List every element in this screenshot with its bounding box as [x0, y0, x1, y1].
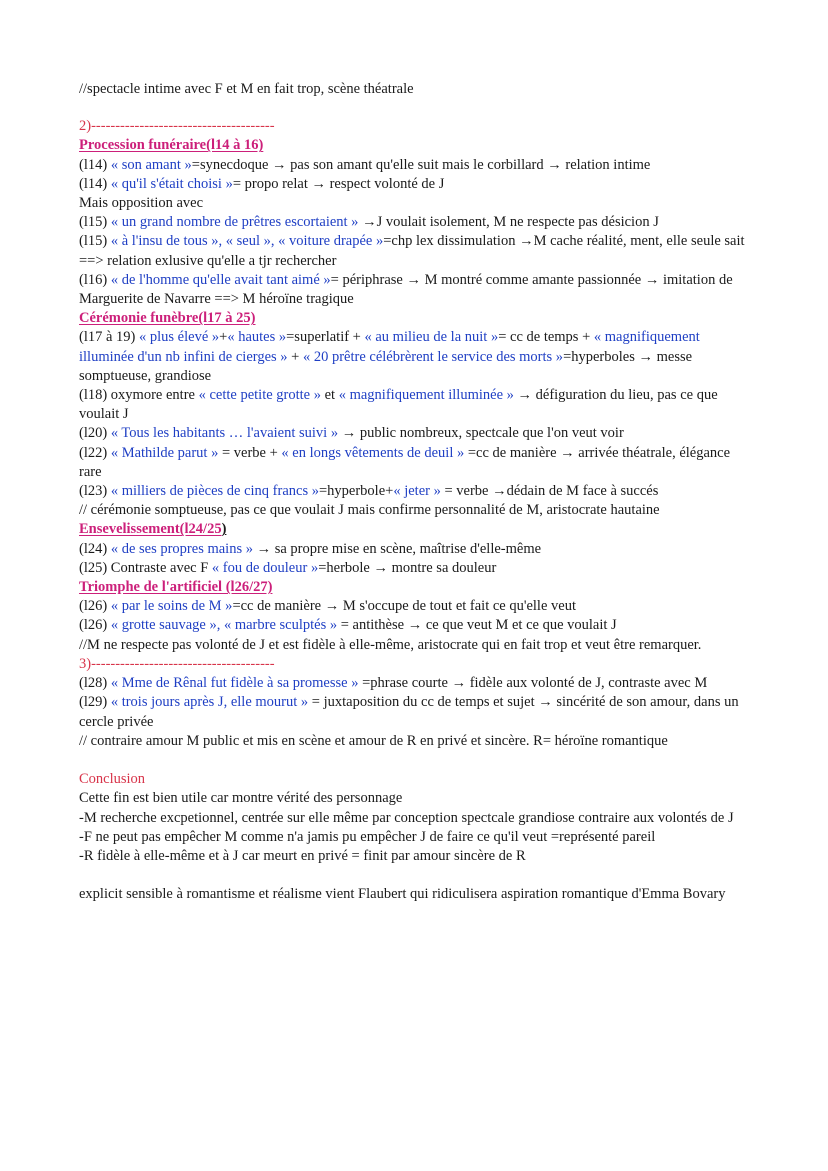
section-heading-triomphe: Triomphe de l'artificiel (l26/27): [79, 579, 273, 596]
note-line: (l29) « trois jours après J, elle mourut » = juxtaposition du cc de temps et sujet → sincérité de son amour, dans un cercle privée: [79, 694, 739, 730]
note-line: (l26) « grotte sauvage », « marbre sculptés » = antithèse → ce que veut M et ce que voulait J: [79, 617, 617, 634]
document-page: [79, 80, 751, 905]
part2-divider: 2)--------------------------------------: [79, 118, 275, 135]
section-ensevelissement: Ensevelissement(l24/25): [79, 521, 227, 538]
quote: « de l'homme qu'elle avait tant aimé »: [110, 271, 331, 288]
note-line: (l28) « Mme de Rênal fut fidèle à sa promesse » =phrase courte → fidèle aux volonté de J, contraste avec M: [79, 675, 708, 692]
section-triomphe: [79, 578, 751, 597]
note-line: (l17 à 19) « plus élevé »+« hautes »=superlatif + « au milieu de la nuit »= cc de temps + « magnifiquement illuminée d'un nb infini de cierges » + « 20 prêtre célébrèrent le service des morts »=hyperboles → messe somptueuse, grandiose: [79, 329, 700, 384]
note-line: // cérémonie somptueuse, pas ce que voulait J mais confirme personnalité de M, aristocrate hautaine: [79, 502, 660, 519]
note-line: (l26) « par le soins de M »=cc de manière → M s'occupe de tout et fait ce qu'elle veut: [79, 598, 576, 615]
note-line: (l20) « Tous les habitants … l'avaient suivi » → public nombreux, spectcale que l'on veut voir: [79, 425, 624, 442]
intro-line: //spectacle intime avec F et M en fait trop, scène théatrale: [79, 81, 414, 97]
quote: « trois jours après J, elle mourut »: [110, 694, 309, 711]
section-ceremonie: [79, 309, 751, 328]
note-line: (l24) « de ses propres mains » → sa propre mise en scène, maîtrise d'elle-même: [79, 540, 542, 557]
quote: « Mme de Rênal fut fidèle à sa promesse »: [110, 675, 359, 692]
section-heading-ensevelissement: Ensevelissement(l24/25: [79, 521, 222, 538]
note-line: // contraire amour M public et mis en scène et amour de R en privé et sincère. R= héroïne romantique: [79, 732, 668, 749]
note-line: (l25) Contraste avec F « fou de douleur »=herbole → montre sa douleur: [79, 559, 497, 576]
note-line: (l18) oxymore entre « cette petite grotte » et « magnifiquement illuminée » → défiguration du lieu, pas ce que voulait J: [79, 387, 718, 423]
note-line: (l16) « de l'homme qu'elle avait tant aimé »= périphrase → M montré comme amante passionnée → imitation de Marguerite de Navarre ==> M héroïne tragique: [79, 271, 733, 308]
quote: « magnifiquement illuminée »: [338, 387, 514, 404]
quote: « fou de douleur »: [211, 559, 319, 576]
note-line: (l22) « Mathilde parut » = verbe + « en longs vêtements de deuil » =cc de manière → arrivée théatrale, élégance rare: [79, 444, 731, 480]
note-line: (l14) « qu'il s'était choisi »= propo relat → respect volonté de J: [79, 175, 445, 192]
conclusion-line: -F ne peut pas empêcher M comme n'a jamis pu empêcher J de faire ce qu'il veut =représenté pareil: [79, 828, 656, 845]
quote: « au milieu de la nuit »: [364, 329, 499, 346]
section-heading-procession: Procession funéraire(l14 à 16): [79, 137, 264, 154]
part3-divider: 3)--------------------------------------: [79, 655, 275, 672]
conclusion-title: Conclusion: [79, 771, 146, 788]
section-heading-ceremonie: Cérémonie funèbre(l17 à 25): [79, 310, 256, 327]
quote: « son amant »: [110, 156, 192, 173]
quote: « de ses propres mains »: [110, 540, 253, 557]
quote: « plus élevé »: [139, 329, 220, 346]
quote: « jeter »: [393, 483, 441, 500]
closing-line: explicit sensible à romantisme et réalisme vient Flaubert qui ridiculisera aspiration romantique d'Emma Bovary: [79, 886, 726, 903]
conclusion-line: -M recherche excpetionnel, centrée sur elle même par conception spectcale grandiose contraire aux volontés de J: [79, 809, 734, 826]
quote: « à l'insu de tous », « seul », « voiture drapée »: [110, 233, 384, 250]
quote: « milliers de pièces de cinq francs »: [110, 483, 319, 500]
quote: « 20 prêtre célébrèrent le service des morts »: [302, 348, 564, 365]
quote: « Tous les habitants … l'avaient suivi »: [110, 425, 339, 442]
quote: « hautes »: [227, 329, 287, 346]
quote: « cette petite grotte »: [198, 387, 321, 404]
section-procession: [79, 136, 751, 155]
quote: « par le soins de M »: [110, 598, 233, 615]
quote: « un grand nombre de prêtres escortaient »: [110, 214, 359, 231]
note-line: (l14) « son amant »=synecdoque → pas son amant qu'elle suit mais le corbillard → relation intime: [79, 156, 651, 173]
conclusion-line: Cette fin est bien utile car montre vérité des personnage: [79, 790, 403, 807]
quote: « grotte sauvage », « marbre sculptés »: [110, 617, 338, 634]
note-line: //M ne respecte pas volonté de J et est fidèle à elle-même, aristocrate qui en fait trop et veut être remarquer.: [79, 636, 702, 653]
quote: « magnifiquement illuminée d'un nb infini de cierges »: [79, 329, 700, 365]
quote: « Mathilde parut »: [110, 444, 219, 461]
quote: « en longs vêtements de deuil »: [281, 444, 465, 461]
note-line: Mais opposition avec: [79, 195, 204, 212]
quote: « qu'il s'était choisi »: [110, 175, 233, 192]
conclusion-line: -R fidèle à elle-même et à J car meurt en privé = finit par amour sincère de R: [79, 847, 526, 864]
note-line: (l15) « un grand nombre de prêtres escortaient » →J voulait isolement, M ne respecte pas désicion J: [79, 214, 659, 231]
note-line: (l23) « milliers de pièces de cinq francs »=hyperbole+« jeter » = verbe →dédain de M face à succés: [79, 483, 659, 500]
note-line: (l15) « à l'insu de tous », « seul », « voiture drapée »=chp lex dissimulation →M cache réalité, ment, elle seule sait ==> relation exlusive qu'elle a tjr rechercher: [79, 233, 745, 269]
